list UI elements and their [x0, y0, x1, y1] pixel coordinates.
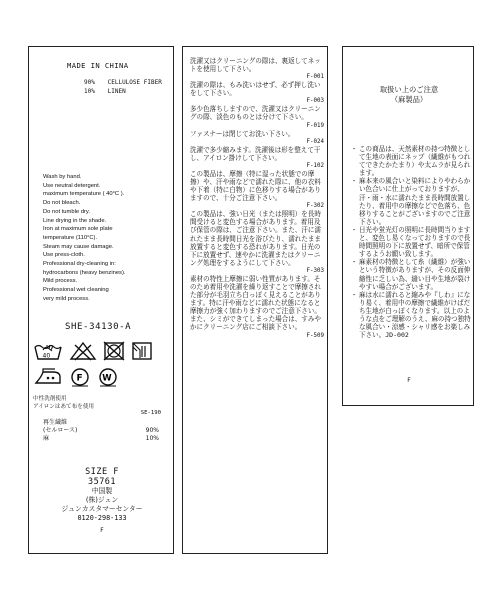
- note-code: F-509: [306, 332, 324, 339]
- bullet-icon: ・: [350, 225, 358, 234]
- handling-precautions-label: [342, 46, 474, 406]
- jp-composition-row: 麻 10%: [43, 435, 159, 442]
- phone-number: 0120-298-133: [77, 514, 127, 522]
- note-paragraph: この製品は、強い日光（または照明）を長時間受けると変色する場合があります。着用及び保管の際は、ご注意下さい。また、汗に濡れたまま長時間日光を浴びたり、濡れたまま放置すると変色する恐れがあります。日光の下に放置せず、速やかに洗濯またはクリーニング処理をするようにして下さい。: [190, 210, 321, 267]
- note-code: F-302: [306, 203, 324, 210]
- footer-letter: F: [407, 377, 411, 384]
- note-code: F-102: [306, 162, 324, 169]
- list-item: ・ 麻素材の特徴として糸（繊維）が強いという特徴がありますが、その反面伸縮性に乏しい為、縫い目や生地が裂けやすい場合がございます。: [350, 258, 471, 291]
- bullet-icon: ・: [350, 290, 358, 299]
- svg-text:F: F: [76, 373, 83, 384]
- care-line: Professional dry-cleaning in:: [43, 261, 116, 268]
- care-line: Mild process.: [43, 278, 78, 285]
- no-tumble-dry-symbol-icon: [103, 341, 125, 361]
- note-paragraph: 素材の特性上摩擦に弱い性質があります。そのため着用や洗濯を繰り返すことで摩擦された部分が毛羽立ち白っぽく見えることがあります。特に汗や雨などに濡れた状態になると摩擦力が強く加わりますのでご注意下さい。また、シミができてしまった場合は、すみやかにクリーニング店にご相談下さい。: [190, 274, 321, 332]
- size-and-maker: [33, 467, 171, 523]
- jp-composition-row: (セルロース) 90%: [43, 427, 159, 434]
- care-line: Steam may cause damage.: [43, 243, 114, 250]
- care-line: Do not tumble dry.: [43, 208, 90, 215]
- note-code: F-003: [306, 98, 324, 105]
- note-paragraph: 多少色落ちしますので、洗濯又はクリーニングの際、淡色のものとは分けて下さい。: [190, 105, 321, 122]
- list-item: ・ 麻本来の風合いと染料によりやわらかい色合いに仕上がっておりますが、汗・雨・水に濡れたまま長時間放置したり、着用中の摩擦などで色落ち、色移りすることがございますのでご注意下さい。: [350, 177, 471, 226]
- size-label: SIZE F: [85, 467, 119, 477]
- bullet-icon: ・: [350, 258, 358, 267]
- made-in-label: MADE IN CHINA: [67, 61, 129, 70]
- care-line: temperature (110°C).: [43, 234, 98, 241]
- care-line: Professional wet cleaning: [43, 287, 109, 294]
- care-label-japanese-notes: [182, 46, 328, 554]
- care-line: Use press-cloth.: [43, 252, 85, 259]
- composition-row: 10% LINEN: [84, 87, 126, 95]
- bullet-icon: ・: [350, 177, 358, 186]
- note-code: F-024: [306, 138, 324, 145]
- note-code: F-019: [306, 122, 324, 129]
- fiber-composition: [84, 79, 162, 96]
- note-paragraph: 洗濯又はクリーニングの際は、裏返してネットを使用して下さい。: [190, 57, 321, 74]
- iron-medium-symbol-icon: [33, 367, 63, 387]
- style-code: SHE-34130-A: [65, 322, 132, 332]
- bullet-icon: ・: [350, 145, 358, 153]
- footer-letter: F: [100, 527, 104, 534]
- care-line: Use neutral detergent.: [43, 182, 101, 189]
- care-line: Do not bleach.: [43, 200, 81, 207]
- line-dry-shade-symbol-icon: [131, 341, 153, 361]
- note-paragraph: 洗濯で多少縮みます。洗濯後は形を整えて干し、アイロン掛けして下さい。: [190, 145, 321, 162]
- care-line: maximum temperature ( 40°C ).: [43, 191, 125, 198]
- care-label-english: [28, 46, 174, 554]
- notes-body: [190, 57, 324, 340]
- svg-text:40: 40: [42, 352, 51, 360]
- svg-text:W: W: [102, 373, 112, 384]
- origin-jp: 中国製: [91, 487, 113, 495]
- precautions-list: [349, 145, 471, 339]
- jp-composition: 再生繊維 (セルロース) 90% 麻 10%: [43, 419, 171, 443]
- wet-clean-w-symbol-icon: [97, 367, 119, 387]
- list-item: ・ 日光や蛍光灯の照明に長時間当りますと、変色し易くなっておりますので長時間照明の下に放置せず、暗所で保管するようお願い致します。: [350, 225, 471, 259]
- composition-row: 90% CELLULOSE FIBER: [84, 79, 162, 86]
- care-line: Line drying in the shade.: [43, 217, 107, 224]
- care-instructions: [43, 173, 171, 304]
- note-paragraph: 洗濯の際は、もみ洗いはせず、必ず押し洗いをして下さい。: [190, 81, 321, 98]
- care-line: Wash by hand.: [43, 174, 82, 180]
- product-number: 35761: [87, 477, 117, 487]
- care-line: very mild process.: [43, 295, 90, 302]
- customer-center: ジュンカスタマーセンター: [61, 505, 143, 513]
- hand-wash-40-symbol-icon: [33, 341, 63, 361]
- se-code: SE-190: [140, 410, 161, 416]
- care-line: Iron at maximum sole plate: [43, 226, 113, 233]
- list-item: ・ 麻は水に濡れると縮みや『しわ』になり易く、着用中の摩擦で繊維がけばだち生地が白っぽくなります。以上のような点をご理解のうえ、麻の持つ独特な風合い・涼感・シャリ感をお楽しみ下さい。JD-002: [350, 290, 471, 340]
- care-line: hydrocarbons (heavy benzines).: [43, 269, 126, 276]
- company-name: (株)ジュン: [85, 496, 119, 504]
- jp-care-note: 中性洗剤使用 アイロンはあて布を使用 SE-190: [33, 396, 161, 416]
- note-paragraph: この製品は、摩擦（特に湿った状態での摩擦）や、汗や雨などで濡れた際に、他の衣料や下着（特に白物）に色移りする場合がありますので、十分ご注意下さい。: [190, 169, 321, 203]
- note-code: F-303: [306, 267, 324, 274]
- precautions-title: 取扱い上のご注意 （麻製品）: [379, 85, 439, 104]
- no-bleach-symbol-icon: [69, 341, 97, 361]
- care-symbols: [33, 341, 171, 393]
- list-item: ・ この商品は、天然素材の持つ特徴として生地の表面にネップ（繊維がもつれてできたかたまり）や太ムラが見られます。: [350, 145, 471, 178]
- note-code: F-001: [306, 74, 324, 81]
- dry-clean-f-symbol-icon: [69, 367, 91, 387]
- end-code: JD-002: [385, 331, 409, 340]
- note-paragraph: ファスナーは閉じてお洗い下さい。: [190, 129, 295, 138]
